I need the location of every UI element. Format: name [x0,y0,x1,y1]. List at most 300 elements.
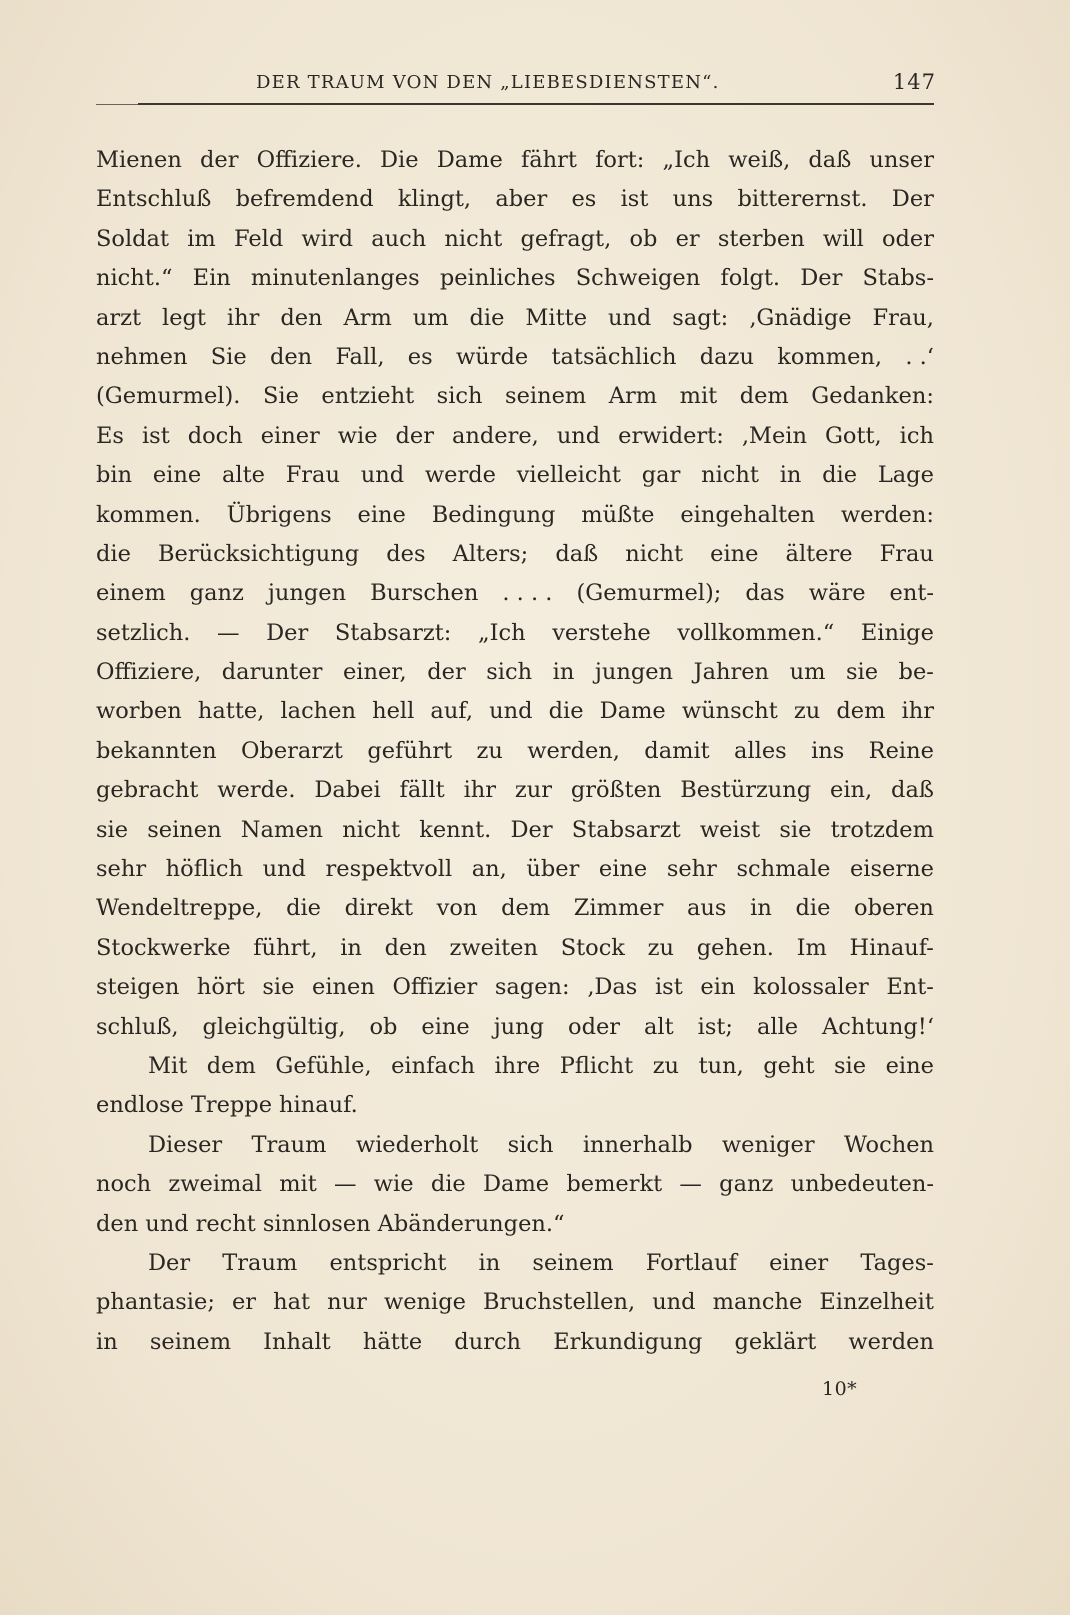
word: sterben [717,225,805,252]
word: Arm [608,383,658,410]
word: zu [793,698,821,725]
body-text [96,141,934,1362]
word: hat [273,1289,311,1316]
word: wie [373,1171,414,1198]
word: hört [196,974,245,1001]
word: Traum [222,1249,298,1276]
word: verstehe [552,619,651,646]
word: nicht [444,225,503,252]
word: sie [845,659,879,686]
word: Stabsarzt [571,816,681,843]
word: kennt. [419,816,492,843]
word: Dame [599,698,666,725]
word: einen [312,974,375,1001]
word: ent- [889,580,934,607]
word: kommen, [777,343,883,370]
text-line [96,220,934,259]
word: wiederholt [355,1131,479,1158]
text-line [96,1086,934,1125]
word: sinnlosen [262,1210,371,1237]
text-line [96,1323,934,1362]
word: ins [811,737,845,764]
word: tatsächlich [551,343,677,370]
word: gleichgültig, [202,1013,346,1040]
word: Die [379,147,419,173]
word: oberen [854,895,934,922]
word: eine [152,462,202,489]
word: den [280,304,323,331]
word: ganz [189,580,244,607]
word: „Ich [662,147,711,173]
word: Arm [343,304,392,331]
word: alte [221,462,265,489]
word: dem [836,698,886,725]
word: schmale [736,856,831,883]
word: und [262,856,306,883]
word: er [675,225,700,252]
word: Der [891,186,934,213]
word: fährt [520,147,577,173]
word: bin [96,462,133,489]
word: die [286,895,321,922]
word: Burschen [370,580,479,607]
word: werde. [217,777,296,804]
text-line [96,929,934,968]
word: sehr [96,856,147,883]
text-line [96,180,934,219]
word: Inhalt [263,1328,331,1355]
word: Gott, [824,422,882,449]
word: um [412,304,449,331]
text-line [96,614,934,653]
word: in [340,934,362,961]
text-line [96,338,934,377]
word: kolossaler [753,974,869,1001]
word: phantasie; [96,1289,215,1316]
word: ob [369,1013,398,1040]
text-line [96,1205,934,1244]
word: Zimmer [573,895,664,922]
word: ich [899,422,934,449]
word: daß [808,147,852,173]
word: führt, [253,934,318,961]
word: andere, [451,422,539,449]
header-rule-short [96,104,138,105]
word: in [750,895,772,922]
word: fort: [595,147,645,173]
word: Namen [240,816,324,843]
word: wünscht [681,698,778,725]
word: worben [96,698,182,725]
word: gar [641,462,681,489]
word: respektvoll [325,856,453,883]
word: Offiziere. [256,147,362,173]
text-line [96,535,934,574]
text-line [96,299,934,338]
word: werden [848,1328,934,1355]
text-line [96,771,934,810]
word: einer [260,422,320,449]
word: den [384,934,427,961]
word: in [779,462,802,489]
word: werden: [840,501,934,528]
word: Wochen [843,1131,934,1158]
text-line [96,692,934,731]
word: im [187,225,216,252]
word: Schweigen [575,265,701,292]
word: Im [796,934,827,961]
word: Übrigens [226,501,332,528]
word: Reine [868,737,934,764]
word: die [96,540,131,567]
word: seinen [147,816,222,843]
word: zu [652,1052,680,1079]
word: ‚Das [587,974,638,1001]
word: innerhalb [582,1131,693,1158]
word: das [745,580,785,607]
word: wie [337,422,378,449]
text-line [96,456,934,495]
text-line [96,1244,934,1283]
word: hinauf. [279,1092,358,1119]
word: müßte [581,501,655,528]
word: sie [96,816,129,843]
word: entspricht [329,1249,447,1276]
word: ‚Gnädige [749,304,852,331]
word: manche [712,1289,803,1316]
word: hatte, [197,698,265,725]
word: um [789,659,826,686]
word: Mitte [525,304,588,331]
word: zur [514,777,552,804]
word: zweiten [449,934,538,961]
word: nicht [625,540,684,567]
word: nur [327,1289,367,1316]
word: sie [834,1052,867,1079]
word: sich [507,1131,554,1158]
word: darunter [221,659,323,686]
word: und [145,1210,189,1237]
word: Ent- [886,974,934,1001]
word: gehen. [696,934,774,961]
word: Mienen [96,147,182,173]
word: ein [700,974,736,1001]
word: uns [672,186,714,213]
word: dem [739,383,789,410]
text-line [96,1283,934,1322]
word: Berücksichtigung [157,540,360,567]
word: die [430,1171,466,1198]
word: ist; [697,1013,733,1040]
text-line [96,417,934,456]
word: alt [644,1013,674,1040]
text-line [96,732,934,771]
word: würde [455,343,529,370]
word: (Gemurmel); [576,580,722,607]
word: folgt. [720,265,781,292]
text-line [96,496,934,535]
word: Stock [560,934,625,961]
word: nicht [701,462,759,489]
word: seinem [532,1249,614,1276]
word: Jahren [693,659,770,686]
word: — [334,1171,357,1198]
word: seinem [505,383,587,410]
word: weiß, [728,147,791,173]
word: Offiziere, [96,659,202,686]
word: will [822,225,864,252]
word: es [571,186,597,213]
word: peinliches [439,265,556,292]
word: sie [262,974,295,1001]
word: er [231,1289,257,1316]
word: Einige [860,619,934,646]
running-head: DER TRAUM VON DEN „LIEBESDIENSTEN“. [256,72,720,93]
word: werden, [527,737,620,764]
word: daß [555,540,599,567]
word: hell [372,698,415,725]
word: eine [885,1052,934,1079]
word: auf, [430,698,473,725]
word: geklärt [734,1328,817,1355]
word: nehmen [96,343,188,370]
word: Hinauf- [849,934,934,961]
word: schluß, [96,1013,179,1040]
word: Der [510,816,553,843]
page-number: 147 [892,70,936,94]
word: Lage [877,462,934,489]
word: Soldat [96,225,170,252]
word: hätte [362,1328,423,1355]
text-line [96,377,934,416]
word: von [436,895,478,922]
word: Traum [251,1131,327,1158]
word: Bedingung [431,501,556,528]
word: seinem [149,1328,232,1355]
word: Frau [879,540,934,567]
word: Achtung!‘ [822,1013,934,1040]
word: Erkundigung [553,1328,703,1355]
word: entzieht [321,383,415,410]
word: oder [881,225,934,252]
word: befremdend [235,186,374,213]
word: geht [763,1052,815,1079]
word: ganz [719,1171,774,1198]
word: einem [96,580,166,607]
word: es [407,343,433,370]
word: eiserne [849,856,934,883]
word: in [552,659,575,686]
header-rule [138,103,934,105]
word: Gedanken: [811,383,934,410]
word: klingt, [397,186,472,213]
word: Der [148,1249,191,1276]
word: recht [195,1210,256,1237]
text-line [96,811,934,850]
text-line [96,574,934,613]
word: der [427,659,466,686]
word: Mit [148,1052,188,1079]
word: . . . . [502,580,553,607]
word: Stabs- [862,265,934,292]
word: jung [493,1013,545,1040]
word: doch [187,422,243,449]
word: endlose [96,1092,184,1119]
word: Fortlauf [645,1249,737,1276]
word: über [526,856,580,883]
word: Fall, [335,343,385,370]
word: — [679,1171,702,1198]
word: Es [96,422,124,449]
word: bitterernst. [737,186,868,213]
word: weist [699,816,761,843]
word: eine [357,501,406,528]
text-line [96,1126,934,1165]
word: Entschluß [96,186,212,213]
word: ihre [494,1052,541,1079]
word: jungen [594,659,674,686]
word: durch [454,1328,522,1355]
word: Stockwerke [96,934,231,961]
word: in [478,1249,501,1276]
word: Sie [262,383,299,410]
word: Sie [210,343,247,370]
word: dem [206,1052,256,1079]
word: Stabsarzt: [334,619,452,646]
word: alles [734,737,787,764]
word: die [548,698,584,725]
word: gebracht [96,777,199,804]
text-line [96,653,934,692]
word: zweimal [168,1171,262,1198]
word: Der [266,619,309,646]
word: aus [687,895,727,922]
word: eine [421,1013,470,1040]
word: sie [779,816,812,843]
word: Gefühle, [275,1052,372,1079]
word: fällt [399,777,445,804]
word: an, [471,856,507,883]
word: bemerkt [566,1171,663,1198]
word: Treppe [190,1092,273,1119]
word: Ein [192,265,231,292]
text-line [96,141,934,180]
word: und [489,698,533,725]
word: „Ich [477,619,526,646]
word: Abänderungen.“ [377,1210,565,1237]
word: legt [162,304,206,331]
word: lachen [280,698,356,725]
word: die [795,895,831,922]
word: die [822,462,858,489]
text-line [96,1047,934,1086]
word: der [200,147,239,173]
word: sagen: [494,974,570,1001]
word: Tages- [860,1249,934,1276]
text-line [96,889,934,928]
word: ist [141,422,170,449]
word: Oberarzt [240,737,343,764]
word: oder [568,1013,621,1040]
text-line [96,1008,934,1047]
word: ob [629,225,658,252]
word: ist [654,974,683,1001]
word: und [652,1289,696,1316]
word: wird [301,225,354,252]
word: wäre [808,580,866,607]
word: höflich [165,856,244,883]
signature-mark: 10* [822,1378,858,1400]
word: unser [869,147,934,173]
word: in [96,1328,118,1355]
word: weniger [721,1131,815,1158]
word: Dame [436,147,503,173]
word: direkt [344,895,413,922]
word: steigen [96,974,180,1001]
word: damit [644,737,710,764]
word: tun, [698,1052,744,1079]
word: Einzelheit [819,1289,934,1316]
word: erwidert: [618,422,724,449]
word: Dame [483,1171,550,1198]
word: setzlich. [96,619,191,646]
word: . .‘ [905,343,934,370]
word: und [360,462,405,489]
word: des [386,540,426,567]
word: größten [570,777,662,804]
word: und [607,304,652,331]
word: Bestürzung [680,777,812,804]
word: einer, [342,659,407,686]
word: dazu [699,343,754,370]
word: vielleicht [516,462,621,489]
text-line [96,968,934,1007]
word: Feld [233,225,284,252]
page-header [96,72,936,106]
word: gefragt, [520,225,612,252]
word: werde [424,462,496,489]
word: ‚Mein [741,422,807,449]
word: noch [96,1171,152,1198]
word: auch [371,225,427,252]
word: einer [769,1249,829,1276]
word: zu [647,934,675,961]
word: Wendeltreppe, [96,895,263,922]
word: sagt: [672,304,729,331]
word: zu [476,737,503,764]
word: ihr [901,698,934,725]
word: ihr [226,304,260,331]
word: mit [679,383,718,410]
word: Offizier [392,974,478,1001]
text-line [96,1165,934,1204]
word: jungen [267,580,347,607]
word: kommen. [96,501,201,528]
word: ein, [830,777,873,804]
word: ihr [463,777,497,804]
word: nicht [342,816,401,843]
word: sich [436,383,483,410]
word: und [556,422,601,449]
word: der [395,422,435,449]
word: daß [891,777,934,804]
text-line [96,850,934,889]
word: Dieser [148,1131,223,1158]
word: den [96,1210,139,1237]
word: nicht.“ [96,265,173,292]
word: (Gemurmel). [96,383,241,410]
word: alle [756,1013,799,1040]
